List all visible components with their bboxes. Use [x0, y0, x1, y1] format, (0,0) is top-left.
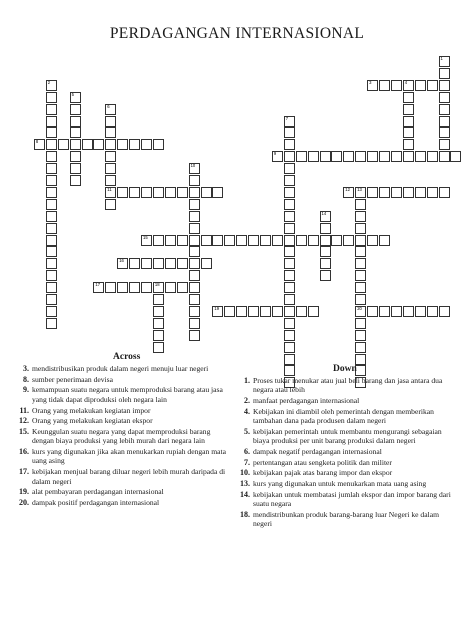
across-heading: Across: [113, 352, 141, 362]
cell-number: 19: [214, 305, 220, 311]
crossword-cell[interactable]: [391, 187, 402, 198]
crossword-cell[interactable]: [320, 246, 331, 257]
crossword-cell[interactable]: [46, 127, 57, 138]
crossword-cell[interactable]: [343, 187, 354, 198]
crossword-cell[interactable]: [272, 151, 283, 162]
across-clue: [15, 416, 233, 425]
crossword-cell[interactable]: [248, 306, 259, 317]
cell-number: 10: [190, 163, 196, 169]
crossword-cell[interactable]: [46, 211, 57, 222]
crossword-cell[interactable]: [284, 223, 295, 234]
down-clue: [236, 407, 454, 426]
cell-number: 8: [35, 139, 39, 145]
crossword-cell[interactable]: [189, 258, 200, 269]
cell-number: 6: [107, 103, 110, 109]
crossword-cell[interactable]: [70, 116, 81, 127]
down-clue: [236, 479, 454, 488]
crossword-cell[interactable]: [153, 306, 164, 317]
clue-text: pertentangan atau sengketa politik dan militer: [253, 457, 392, 467]
crossword-cell[interactable]: [415, 151, 426, 162]
crossword-cell[interactable]: [355, 330, 366, 341]
crossword-cell[interactable]: [46, 139, 57, 150]
crossword-cell[interactable]: [46, 92, 57, 103]
down-clue-list: [236, 376, 454, 530]
clue-number: 6.: [244, 447, 250, 457]
crossword-cell[interactable]: [189, 211, 200, 222]
crossword-cell[interactable]: [343, 151, 354, 162]
crossword-cell[interactable]: [93, 282, 104, 293]
crossword-cell[interactable]: [189, 306, 200, 317]
crossword-cell[interactable]: [403, 116, 414, 127]
crossword-cell[interactable]: [403, 92, 414, 103]
clue-number: 5.: [244, 426, 250, 436]
crossword-cell[interactable]: [379, 151, 390, 162]
across-clue: [15, 467, 233, 486]
crossword-cell[interactable]: [201, 258, 212, 269]
crossword-cell[interactable]: [355, 354, 366, 365]
cell-number: 13: [357, 186, 362, 192]
crossword-cell[interactable]: [117, 187, 128, 198]
crossword-cell[interactable]: [46, 246, 57, 257]
crossword-cell[interactable]: [379, 235, 390, 246]
crossword-cell[interactable]: [427, 306, 438, 317]
crossword-cell[interactable]: [46, 104, 57, 115]
crossword-cell[interactable]: [141, 258, 152, 269]
crossword-cell[interactable]: [355, 318, 366, 329]
crossword-cell[interactable]: [331, 235, 342, 246]
clue-number: 20.: [19, 497, 29, 507]
crossword-cell[interactable]: [439, 306, 450, 317]
crossword-cell[interactable]: [224, 306, 235, 317]
crossword-cell[interactable]: [46, 258, 57, 269]
crossword-cell[interactable]: [284, 258, 295, 269]
crossword-cell[interactable]: [308, 306, 319, 317]
crossword-cell[interactable]: [320, 223, 331, 234]
crossword-cell[interactable]: [379, 80, 390, 91]
down-clue: [236, 447, 454, 456]
down-clue: [236, 468, 454, 477]
clue-number: 18.: [240, 509, 250, 519]
crossword-cell[interactable]: [272, 235, 283, 246]
crossword-cell[interactable]: [331, 151, 342, 162]
crossword-cell[interactable]: [296, 151, 307, 162]
across-clue: [15, 375, 233, 384]
clue-number: 2.: [244, 396, 250, 406]
crossword-cell[interactable]: [284, 365, 295, 376]
crossword-cell[interactable]: [212, 306, 223, 317]
crossword-cell[interactable]: [284, 211, 295, 222]
crossword-cell[interactable]: [105, 282, 116, 293]
clue-number: 7.: [244, 457, 250, 467]
crossword-cell[interactable]: [46, 151, 57, 162]
cell-number: 20: [357, 305, 362, 311]
clue-number: 10.: [240, 468, 250, 478]
clue-number: 16.: [19, 447, 29, 457]
cell-number: 12: [345, 186, 350, 192]
crossword-cell[interactable]: [272, 306, 283, 317]
crossword-cell[interactable]: [403, 139, 414, 150]
crossword-cell[interactable]: [153, 235, 164, 246]
crossword-cell[interactable]: [355, 211, 366, 222]
crossword-cell[interactable]: [403, 187, 414, 198]
crossword-cell[interactable]: [105, 199, 116, 210]
crossword-cell[interactable]: [212, 235, 223, 246]
crossword-cell[interactable]: [439, 68, 450, 79]
down-clue: [236, 510, 454, 529]
crossword-cell[interactable]: [284, 139, 295, 150]
crossword-cell[interactable]: [355, 294, 366, 305]
crossword-cell[interactable]: [105, 116, 116, 127]
clue-number: 19.: [19, 487, 29, 497]
crossword-cell[interactable]: [284, 282, 295, 293]
crossword-cell[interactable]: [70, 163, 81, 174]
crossword-cell[interactable]: [177, 258, 188, 269]
crossword-cell[interactable]: [177, 282, 188, 293]
crossword-cell[interactable]: [320, 235, 331, 246]
crossword-cell[interactable]: [355, 246, 366, 257]
clue-text: sumber penerimaan devisa: [32, 374, 113, 384]
crossword-cell[interactable]: [177, 187, 188, 198]
crossword-cell[interactable]: [105, 151, 116, 162]
crossword-cell[interactable]: [129, 282, 140, 293]
crossword-cell[interactable]: [284, 294, 295, 305]
clue-number: 17.: [19, 467, 29, 477]
crossword-cell[interactable]: [82, 139, 93, 150]
clue-text: kurs yang digunakan untuk menukarkan mata uang asing: [253, 479, 427, 489]
crossword-cell[interactable]: [450, 151, 461, 162]
clue-number: 15.: [19, 426, 29, 436]
across-clue: [15, 364, 233, 373]
clue-number: 11.: [19, 405, 29, 415]
across-clue: [15, 447, 233, 466]
crossword-cell[interactable]: [415, 187, 426, 198]
crossword-cell[interactable]: [70, 127, 81, 138]
crossword-cell[interactable]: [189, 282, 200, 293]
crossword-cell[interactable]: [439, 104, 450, 115]
crossword-cell[interactable]: [117, 139, 128, 150]
crossword-cell[interactable]: [403, 104, 414, 115]
crossword-cell[interactable]: [355, 306, 366, 317]
crossword-cell[interactable]: [284, 270, 295, 281]
crossword-cell[interactable]: [355, 235, 366, 246]
crossword-cell[interactable]: [284, 342, 295, 353]
cell-number: 17: [95, 282, 101, 288]
crossword-cell[interactable]: [355, 199, 366, 210]
crossword-cell[interactable]: [355, 270, 366, 281]
crossword-cell[interactable]: [379, 187, 390, 198]
crossword-cell[interactable]: [46, 223, 57, 234]
crossword-cell[interactable]: [105, 104, 116, 115]
crossword-cell[interactable]: [141, 139, 152, 150]
crossword-cell[interactable]: [165, 187, 176, 198]
crossword-cell[interactable]: [117, 258, 128, 269]
crossword-cell[interactable]: [391, 151, 402, 162]
crossword-cell[interactable]: [367, 235, 378, 246]
crossword-cell[interactable]: [201, 187, 212, 198]
crossword-cell[interactable]: [296, 235, 307, 246]
crossword-cell[interactable]: [284, 318, 295, 329]
crossword-cell[interactable]: [189, 199, 200, 210]
clue-text: Orang yang melakukan kegiatan impor: [32, 405, 151, 415]
clue-number: 12.: [19, 416, 29, 426]
crossword-cell[interactable]: [46, 175, 57, 186]
crossword-cell[interactable]: [70, 104, 81, 115]
clue-number: 13.: [240, 479, 250, 489]
crossword-cell[interactable]: [129, 187, 140, 198]
clue-text: kebijakan pemerintah untuk membantu mengurangi sebagaian biaya produksi per unit barang produksi dalam negeri: [253, 426, 442, 446]
crossword-cell[interactable]: [105, 127, 116, 138]
crossword-cell[interactable]: [427, 80, 438, 91]
crossword-cell[interactable]: [46, 163, 57, 174]
crossword-cell[interactable]: [320, 151, 331, 162]
crossword-cell[interactable]: [46, 282, 57, 293]
crossword-cell[interactable]: [403, 306, 414, 317]
crossword-cell[interactable]: [284, 175, 295, 186]
cell-number: 4: [404, 79, 408, 85]
crossword-cell[interactable]: [105, 163, 116, 174]
across-clue: [15, 385, 233, 404]
crossword-cell[interactable]: [248, 235, 259, 246]
crossword-cell[interactable]: [284, 116, 295, 127]
crossword-cell[interactable]: [320, 211, 331, 222]
crossword-cell[interactable]: [367, 80, 378, 91]
crossword-cell[interactable]: [391, 306, 402, 317]
across-clue: [15, 498, 233, 507]
crossword-cell[interactable]: [439, 92, 450, 103]
crossword-cell[interactable]: [189, 163, 200, 174]
crossword-cell[interactable]: [141, 282, 152, 293]
crossword-cell[interactable]: [153, 318, 164, 329]
cell-number: 14: [321, 210, 327, 216]
clue-number: 3.: [23, 364, 29, 373]
across-clue: [15, 406, 233, 415]
crossword-cell[interactable]: [46, 294, 57, 305]
down-clue: [236, 490, 454, 509]
crossword-cell[interactable]: [153, 258, 164, 269]
crossword-cell[interactable]: [427, 151, 438, 162]
crossword-cell[interactable]: [105, 187, 116, 198]
crossword-cell[interactable]: [284, 127, 295, 138]
crossword-cell[interactable]: [153, 330, 164, 341]
clue-text: manfaat perdagangan internasional: [253, 396, 360, 406]
clue-text: kemampuan suatu negara untuk memproduksi barang atau jasa yang tidak dapat diproduksi oleh negara lain: [32, 385, 223, 404]
crossword-cell[interactable]: [165, 258, 176, 269]
crossword-cell[interactable]: [212, 187, 223, 198]
crossword-cell[interactable]: [189, 187, 200, 198]
crossword-cell[interactable]: [70, 175, 81, 186]
clue-text: Keunggulan suatu negara yang dapat memproduksi barang dengan biaya produksi yang lebih murah dari negara lain: [32, 426, 211, 446]
across-clue: [15, 427, 233, 446]
crossword-cell[interactable]: [284, 330, 295, 341]
crossword-cell[interactable]: [165, 235, 176, 246]
crossword-cell[interactable]: [355, 282, 366, 293]
cell-number: 2: [47, 79, 51, 85]
crossword-cell[interactable]: [141, 235, 152, 246]
cell-number: 1: [440, 56, 443, 61]
crossword-cell[interactable]: [189, 175, 200, 186]
crossword-cell[interactable]: [70, 151, 81, 162]
crossword-cell[interactable]: [403, 127, 414, 138]
clue-text: kebijakan untuk membatasi jumlah ekspor dan impor barang dari suatu negara: [253, 489, 451, 509]
clue-text: Orang yang melakukan kegiatan ekspor: [32, 416, 153, 426]
crossword-cell[interactable]: [355, 223, 366, 234]
crossword-cell[interactable]: [153, 342, 164, 353]
crossword-cell[interactable]: [403, 151, 414, 162]
clue-text: kebijakan pajak atas barang impor dan ekspor: [253, 468, 393, 478]
down-clue: [236, 376, 454, 395]
across-clue-list: [15, 364, 233, 509]
clue-text: kurs yang digunakan jika akan menukarkan rupiah dengan mata uang asing: [32, 447, 226, 466]
crossword-cell[interactable]: [153, 187, 164, 198]
crossword-cell[interactable]: [189, 294, 200, 305]
crossword-cell[interactable]: [415, 80, 426, 91]
crossword-cell[interactable]: [439, 187, 450, 198]
crossword-cell[interactable]: [284, 187, 295, 198]
crossword-cell[interactable]: [308, 151, 319, 162]
crossword-cell[interactable]: [165, 282, 176, 293]
crossword-cell[interactable]: [343, 235, 354, 246]
crossword-cell[interactable]: [391, 80, 402, 91]
down-heading: Down: [333, 364, 357, 374]
crossword-cell[interactable]: [439, 56, 450, 67]
crossword-cell[interactable]: [189, 318, 200, 329]
crossword-cell[interactable]: [320, 270, 331, 281]
down-clue: [236, 396, 454, 405]
crossword-cell[interactable]: [308, 235, 319, 246]
clue-number: 4.: [244, 406, 250, 416]
crossword-cell[interactable]: [46, 80, 57, 91]
cell-number: 11: [107, 186, 112, 192]
crossword-cell[interactable]: [415, 306, 426, 317]
crossword-cell[interactable]: [34, 139, 45, 150]
crossword-cell[interactable]: [129, 139, 140, 150]
crossword-cell[interactable]: [46, 235, 57, 246]
crossword-cell[interactable]: [427, 187, 438, 198]
clue-text: mendistribunkan produk barang-barang luar Negeri ke dalam negeri: [253, 509, 439, 529]
crossword-cell[interactable]: [236, 235, 247, 246]
crossword-cell[interactable]: [105, 175, 116, 186]
crossword-cell[interactable]: [93, 139, 104, 150]
clue-text: mendistribusikan produk dalam negeri menuju luar negeri: [32, 364, 209, 373]
cell-number: 5: [71, 91, 74, 97]
crossword-cell[interactable]: [284, 199, 295, 210]
clue-text: dampak negatif perdagangan internasional: [253, 447, 382, 457]
crossword-cell[interactable]: [46, 199, 57, 210]
crossword-cell[interactable]: [260, 306, 271, 317]
crossword-cell[interactable]: [189, 270, 200, 281]
cell-number: 16: [119, 258, 124, 264]
crossword-cell[interactable]: [58, 139, 69, 150]
crossword-cell[interactable]: [296, 306, 307, 317]
crossword-cell[interactable]: [46, 270, 57, 281]
cell-number: 3: [369, 79, 372, 85]
crossword-cell[interactable]: [46, 187, 57, 198]
crossword-cell[interactable]: [70, 92, 81, 103]
crossword-cell[interactable]: [46, 318, 57, 329]
clue-text: Kebijakan ini diambil oleh pemerintah dengan memberikan tambahan dana pada produsen dalam negeri: [253, 406, 434, 426]
crossword-cell[interactable]: [284, 354, 295, 365]
crossword-cell[interactable]: [439, 80, 450, 91]
crossword-cell[interactable]: [367, 187, 378, 198]
clue-number: 14.: [240, 489, 250, 499]
crossword-cell[interactable]: [284, 306, 295, 317]
across-clue: [15, 487, 233, 496]
down-clue: [236, 458, 454, 467]
crossword-cell[interactable]: [236, 306, 247, 317]
crossword-cell[interactable]: [46, 306, 57, 317]
crossword-cell[interactable]: [284, 246, 295, 257]
crossword-cell[interactable]: [439, 116, 450, 127]
crossword-cell[interactable]: [367, 151, 378, 162]
clue-number: 1.: [244, 376, 250, 385]
crossword-cell[interactable]: [284, 151, 295, 162]
crossword-cell[interactable]: [403, 80, 414, 91]
crossword-cell[interactable]: [153, 282, 164, 293]
clue-text: alat pembayaran perdagangan internasional: [32, 487, 164, 497]
crossword-cell[interactable]: [224, 235, 235, 246]
crossword-cell[interactable]: [379, 306, 390, 317]
crossword-cell[interactable]: [189, 330, 200, 341]
crossword-cell[interactable]: [439, 139, 450, 150]
crossword-cell[interactable]: [189, 246, 200, 257]
crossword-cell[interactable]: [129, 258, 140, 269]
cell-number: 18: [154, 282, 160, 288]
crossword-cell[interactable]: [141, 187, 152, 198]
cell-number: 9: [273, 151, 277, 157]
clue-number: 9.: [23, 385, 29, 395]
clue-text: dampak positif perdagangan internasional: [32, 497, 160, 507]
crossword-cell[interactable]: [117, 282, 128, 293]
crossword-cell[interactable]: [153, 294, 164, 305]
crossword-cell[interactable]: [355, 258, 366, 269]
crossword-cell[interactable]: [284, 163, 295, 174]
crossword-cell[interactable]: [355, 342, 366, 353]
clue-text: kebijakan menjual barang diluar negeri lebih murah daripada di dalam negeri: [32, 467, 226, 486]
clue-text: Proses tukar menukar atau jual beli barang dan jasa antara dua negara atau lebih: [253, 376, 443, 395]
cell-number: 15: [143, 234, 148, 240]
crossword-cell[interactable]: [439, 127, 450, 138]
crossword-cell[interactable]: [367, 306, 378, 317]
page-title: PERDAGANGAN INTERNASIONAL: [109, 25, 365, 42]
crossword-cell[interactable]: [439, 151, 450, 162]
crossword-cell[interactable]: [70, 139, 81, 150]
crossword-cell[interactable]: [260, 235, 271, 246]
crossword-cell[interactable]: [177, 235, 188, 246]
crossword-cell[interactable]: [320, 258, 331, 269]
cell-number: 7: [285, 115, 289, 121]
crossword-cell[interactable]: [153, 139, 164, 150]
crossword-cell[interactable]: [189, 223, 200, 234]
crossword-cell[interactable]: [355, 187, 366, 198]
crossword-cell[interactable]: [46, 116, 57, 127]
crossword-cell[interactable]: [189, 235, 200, 246]
crossword-cell[interactable]: [105, 139, 116, 150]
crossword-cell[interactable]: [355, 151, 366, 162]
crossword-cell[interactable]: [284, 235, 295, 246]
crossword-cell[interactable]: [201, 235, 212, 246]
clue-number: 8.: [23, 374, 29, 384]
down-clue: [236, 427, 454, 446]
